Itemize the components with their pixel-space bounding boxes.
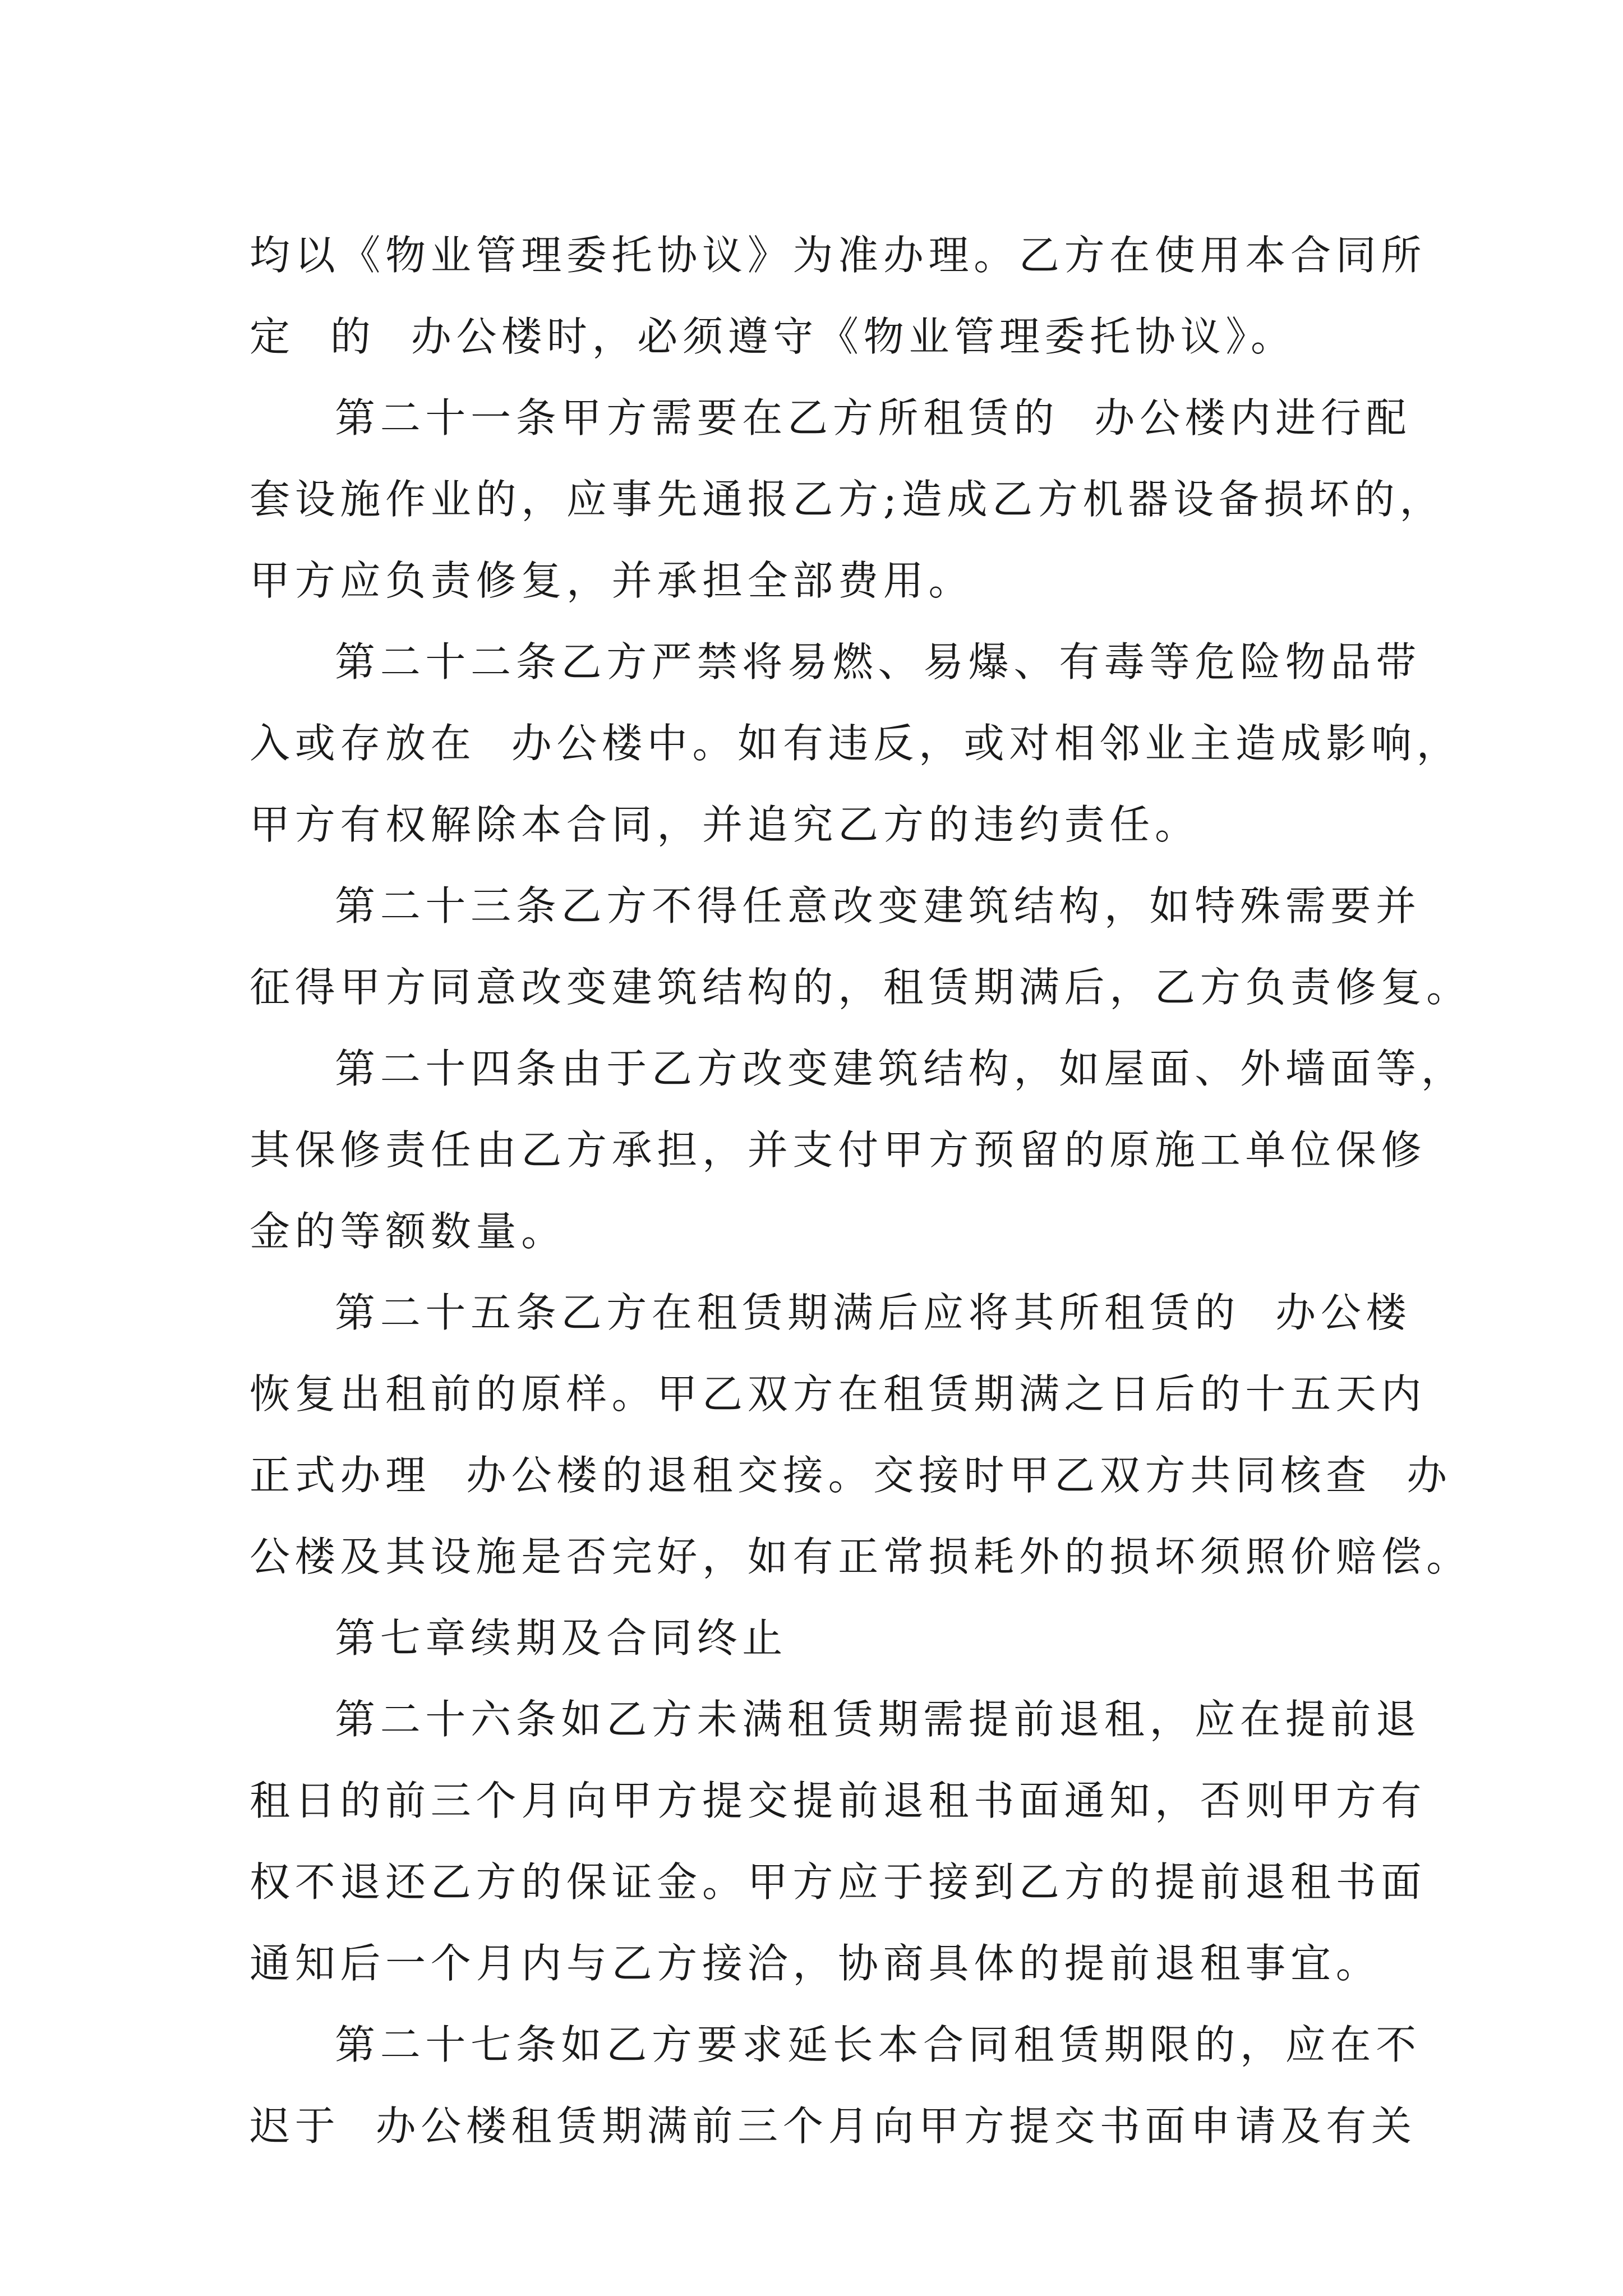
text-line: 迟于 办公楼租赁期满前三个月向甲方提交书面申请及有关 xyxy=(250,2102,1417,2150)
text-line: 第二十七条如乙方要求延长本合同租赁期限的，应在不 xyxy=(335,2021,1421,2068)
text-line: 金的等额数量。 xyxy=(250,1208,566,1255)
text-line: 甲方有权解除本合同，并追究乙方的违约责任。 xyxy=(250,801,1200,848)
text-line: 均以《物业管理委托协议》为准办理。乙方在使用本合同所 xyxy=(250,232,1427,279)
text-line: 其保修责任由乙方承担，并支付甲方预留的原施工单位保修 xyxy=(250,1126,1427,1174)
text-line: 权不退还乙方的保证金。甲方应于接到乙方的提前退租书面 xyxy=(250,1858,1427,1906)
text-line: 通知后一个月内与乙方接洽，协商具体的提前退租事宜。 xyxy=(250,1940,1381,1987)
text-line: 恢复出租前的原样。甲乙双方在租赁期满之日后的十五天内 xyxy=(250,1370,1427,1418)
text-line: 套设施作业的，应事先通报乙方;造成乙方机器设备损坏的， xyxy=(250,476,1445,523)
text-line: 公楼及其设施是否完好，如有正常损耗外的损坏须照价赔偿。 xyxy=(250,1533,1472,1580)
text-line: 第二十二条乙方严禁将易燃、易爆、有毒等危险物品带 xyxy=(335,638,1421,685)
text-line: 第二十五条乙方在租赁期满后应将其所租赁的 办公楼 xyxy=(335,1289,1412,1336)
text-line: 第二十一条甲方需要在乙方所租赁的 办公楼内进行配 xyxy=(335,394,1412,441)
chapter-heading: 第七章续期及合同终止 xyxy=(335,1614,788,1662)
text-line: 征得甲方同意改变建筑结构的，租赁期满后，乙方负责修复。 xyxy=(250,964,1472,1011)
text-line: 第二十三条乙方不得任意改变建筑结构，如特殊需要并 xyxy=(335,882,1421,930)
text-line: 正式办理 办公楼的退租交接。交接时甲乙双方共同核查 办 xyxy=(250,1452,1452,1499)
text-line: 第二十四条由于乙方改变建筑结构，如屋面、外墙面等， xyxy=(335,1045,1467,1092)
text-line: 定 的 办公楼时，必须遵守《物业管理委托协议》。 xyxy=(250,313,1296,360)
text-line: 甲方应负责修复，并承担全部费用。 xyxy=(250,557,974,604)
text-line: 入或存放在 办公楼中。如有违反，或对相邻业主造成影响， xyxy=(250,720,1462,767)
text-line: 租日的前三个月向甲方提交提前退租书面通知，否则甲方有 xyxy=(250,1777,1427,1824)
text-line: 第二十六条如乙方未满租赁期需提前退租，应在提前退 xyxy=(335,1696,1421,1743)
